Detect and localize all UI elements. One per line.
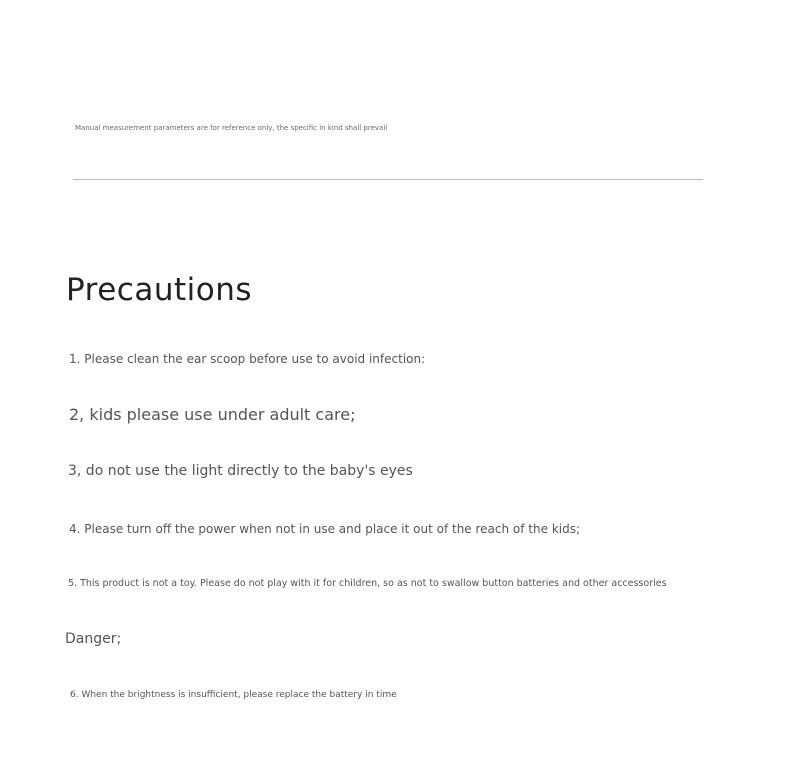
precaution-item-3: 3, do not use the light directly to the baby's eyes bbox=[68, 463, 413, 479]
divider-line bbox=[73, 179, 703, 180]
danger-label: Danger; bbox=[65, 631, 122, 647]
page-title: Precautions bbox=[66, 272, 253, 308]
precaution-item-2: 2, kids please use under adult care; bbox=[69, 405, 356, 424]
precaution-item-5: 5. This product is not a toy. Please do not play with it for children, so as not to swallow button batteries and other accessories bbox=[68, 578, 667, 589]
precaution-item-4: 4. Please turn off the power when not in use and place it out of the reach of the kids; bbox=[69, 522, 581, 536]
precaution-item-6: 6. When the brightness is insufficient, please replace the battery in time bbox=[70, 690, 397, 700]
precaution-item-1: 1. Please clean the ear scoop before use to avoid infection: bbox=[69, 352, 426, 366]
measurement-note: Manual measurement parameters are for reference only, the specific in kind shall prevail bbox=[75, 124, 388, 132]
